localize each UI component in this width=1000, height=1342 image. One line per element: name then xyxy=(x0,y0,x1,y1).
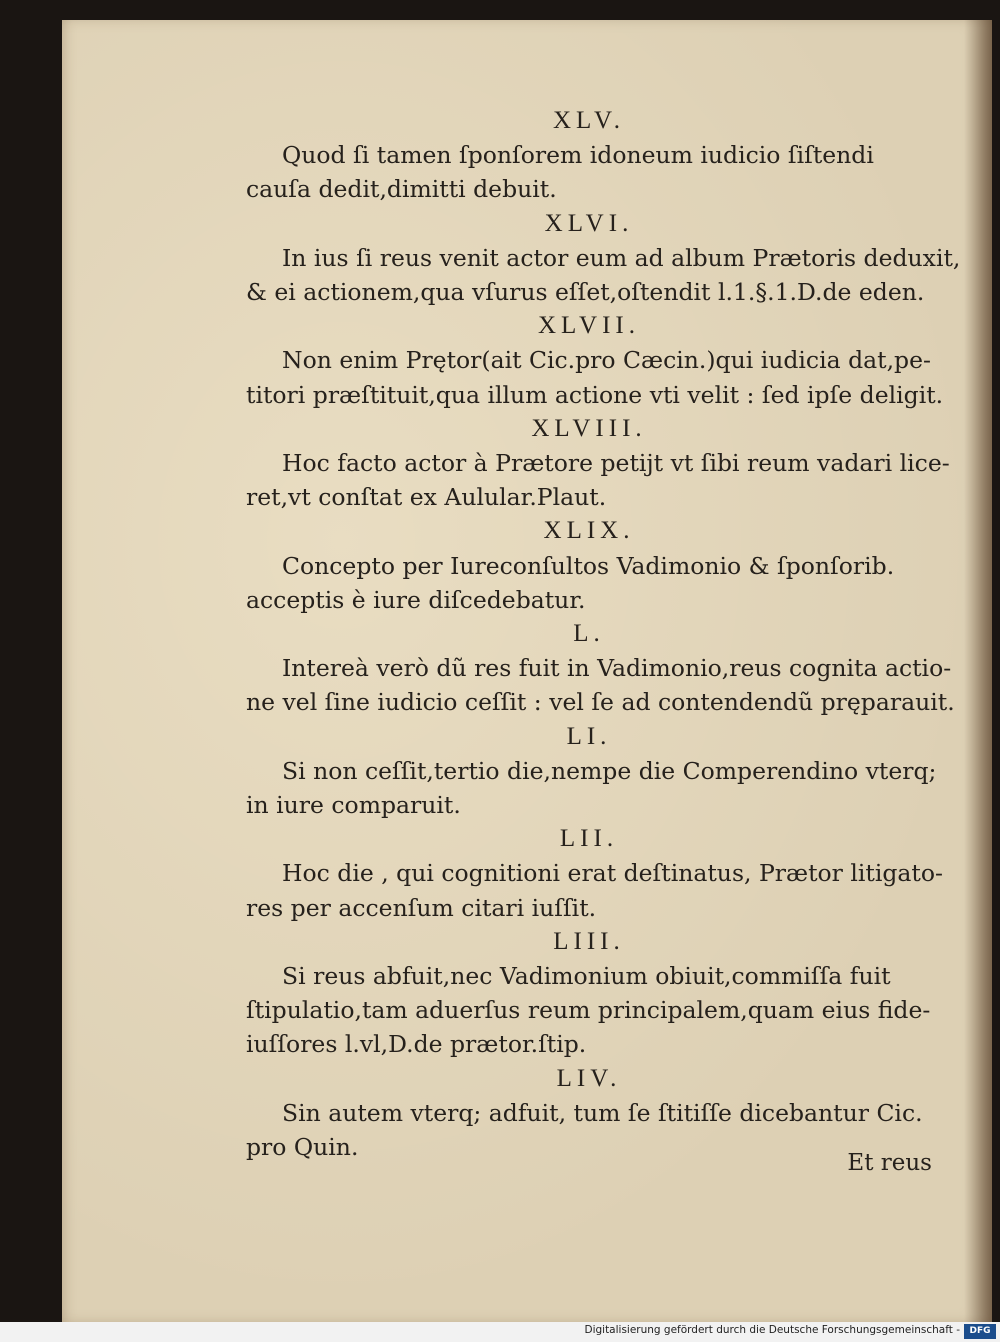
section-heading: LIII. xyxy=(553,927,625,955)
section-heading: LIV. xyxy=(556,1064,622,1092)
text-line: Hoc facto actor à Prætore petijt vt ſibi reum vadari lice- xyxy=(282,449,950,478)
text-line: In ius ſi reus venit actor eum ad album Prætoris deduxit, xyxy=(282,243,961,272)
text-line: ret,vt conſtat ex Aulular.Plaut. xyxy=(246,483,607,512)
section-heading: XLVI. xyxy=(544,209,634,237)
section-heading: XLVII. xyxy=(538,312,640,340)
text-line: in iure comparuit. xyxy=(246,791,461,820)
text-line: Non enim Prętor(ait Cic.pro Cæcin.)qui iudicia dat,pe- xyxy=(282,346,931,375)
text-line: acceptis è iure diſcedebatur. xyxy=(246,585,586,614)
text-line: res per accenſum citari iuſſit. xyxy=(246,893,597,922)
page-text xyxy=(246,104,961,1164)
section-paragraph xyxy=(246,241,961,309)
page-gutter-shadow xyxy=(964,20,992,1322)
dfg-logo: DFG xyxy=(964,1324,996,1339)
section-paragraph xyxy=(246,856,946,924)
text-line: iuſſores l.vl,D.de prætor.ſtip. xyxy=(246,1030,587,1059)
section-paragraph xyxy=(246,343,946,411)
section-heading: L. xyxy=(573,620,605,648)
section-paragraph xyxy=(246,959,946,1062)
text-line: Sin autem vterq; adfuit, tum ſe ſtitiſſe dicebantur Cic. xyxy=(282,1098,923,1127)
text-line: Concepto per Iureconſultos Vadimonio & ſponſorib. xyxy=(282,551,895,580)
section-heading: LI. xyxy=(566,722,612,750)
text-line: Si reus abfuit,nec Vadimonium obiuit,commiſſa fuit xyxy=(282,962,891,991)
section-paragraph xyxy=(246,138,946,206)
text-line: Si non ceſſit,tertio die,nempe die Comperendino vterq; xyxy=(282,756,937,785)
footer-bar xyxy=(0,1322,1000,1342)
text-line: Quod ſi tamen ſponſorem idoneum iudicio ſiſtendi xyxy=(282,141,874,170)
section-paragraph xyxy=(246,1096,946,1164)
text-line: ne vel ſine iudicio ceſſit : vel ſe ad contendendũ pręparauit. xyxy=(246,688,955,717)
text-line: ſtipulatio,tam aduerſus reum principalem,quam eius fide- xyxy=(246,996,931,1025)
text-line: pro Quin. xyxy=(246,1133,359,1162)
section-heading: XLV. xyxy=(552,107,626,134)
text-line: Hoc die , qui cognitioni erat deſtinatus, Prætor litigato- xyxy=(282,859,943,888)
section-heading: XLVIII. xyxy=(531,414,647,442)
section-paragraph xyxy=(246,549,946,617)
section-heading: LII. xyxy=(559,825,619,853)
section-paragraph xyxy=(246,651,955,719)
section-paragraph xyxy=(246,446,950,514)
text-line: cauſa dedit,dimitti debuit. xyxy=(246,175,557,204)
section-heading: XLIX. xyxy=(543,517,635,545)
text-line: titori præſtituit,qua illum actione vti velit : ſed ipſe deligit. xyxy=(246,380,944,409)
section-paragraph xyxy=(246,754,946,822)
footer-text: Digitalisierung gefördert durch die Deutsche Forschungsgemeinschaft - xyxy=(584,1324,960,1336)
text-line: & ei actionem,qua vſurus eſſet,oſtendit l.1.§.1.D.de eden. xyxy=(246,278,925,307)
text-line: Intereà verò dũ res fuit in Vadimonio,reus cognita actio- xyxy=(282,654,952,683)
catchword: Et reus xyxy=(847,1150,932,1176)
